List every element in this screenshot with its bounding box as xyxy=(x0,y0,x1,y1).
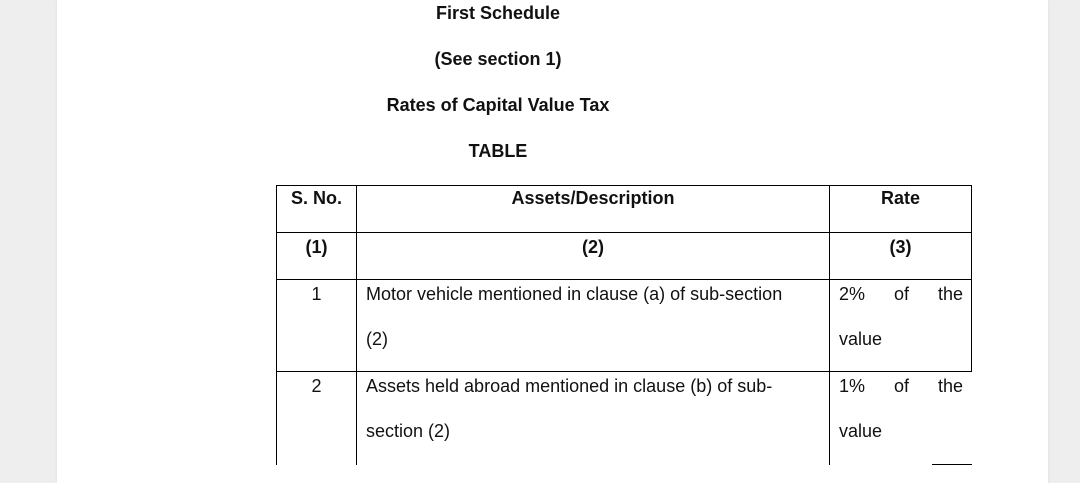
row1-rate-the: the xyxy=(937,284,963,304)
row1-desc-line2: (2) xyxy=(366,329,388,349)
row2-desc-line1: Assets held abroad mentioned in clause (b) of sub- xyxy=(366,376,773,396)
table-border-left xyxy=(276,185,277,465)
row1-rate-of: of xyxy=(893,284,909,304)
schedule-subtitle: Rates of Capital Value Tax xyxy=(386,95,610,115)
table-row-divider xyxy=(276,371,972,372)
row2-rate-of: of xyxy=(893,376,909,396)
colnum-1: (1) xyxy=(305,237,328,257)
row1-rate-pct: 2% xyxy=(839,284,866,304)
row1-rate-line1 xyxy=(839,284,963,305)
table-number-divider xyxy=(276,279,972,280)
row2-rate-line2: value xyxy=(839,421,883,441)
row2-sno: 2 xyxy=(311,376,322,396)
table-border-right-upper xyxy=(971,185,972,372)
colnum-2: (2) xyxy=(582,237,604,257)
row1-rate-line2: value xyxy=(839,329,883,349)
table-label: TABLE xyxy=(468,141,528,161)
colnum-3: (3) xyxy=(889,237,912,257)
row1-desc-line1: Motor vehicle mentioned in clause (a) of sub-section xyxy=(366,284,783,304)
schedule-title: First Schedule xyxy=(435,3,561,23)
row2-rate-line1 xyxy=(839,376,963,397)
header-rate: Rate xyxy=(880,188,920,208)
row2-rate-the: the xyxy=(937,376,963,396)
row2-desc-line2: section (2) xyxy=(366,421,451,441)
header-assets-description: Assets/Description xyxy=(511,188,675,208)
header-sno: S. No. xyxy=(290,188,342,208)
table-border-top xyxy=(276,185,972,186)
row1-sno: 1 xyxy=(311,284,322,304)
table-rate-bottom-partial xyxy=(932,464,972,465)
section-reference: (See section 1) xyxy=(434,49,562,69)
table-col-divider-1 xyxy=(356,185,357,465)
table-col-divider-2 xyxy=(829,185,830,465)
row2-rate-pct: 1% xyxy=(839,376,866,396)
table-header-divider xyxy=(276,232,972,233)
